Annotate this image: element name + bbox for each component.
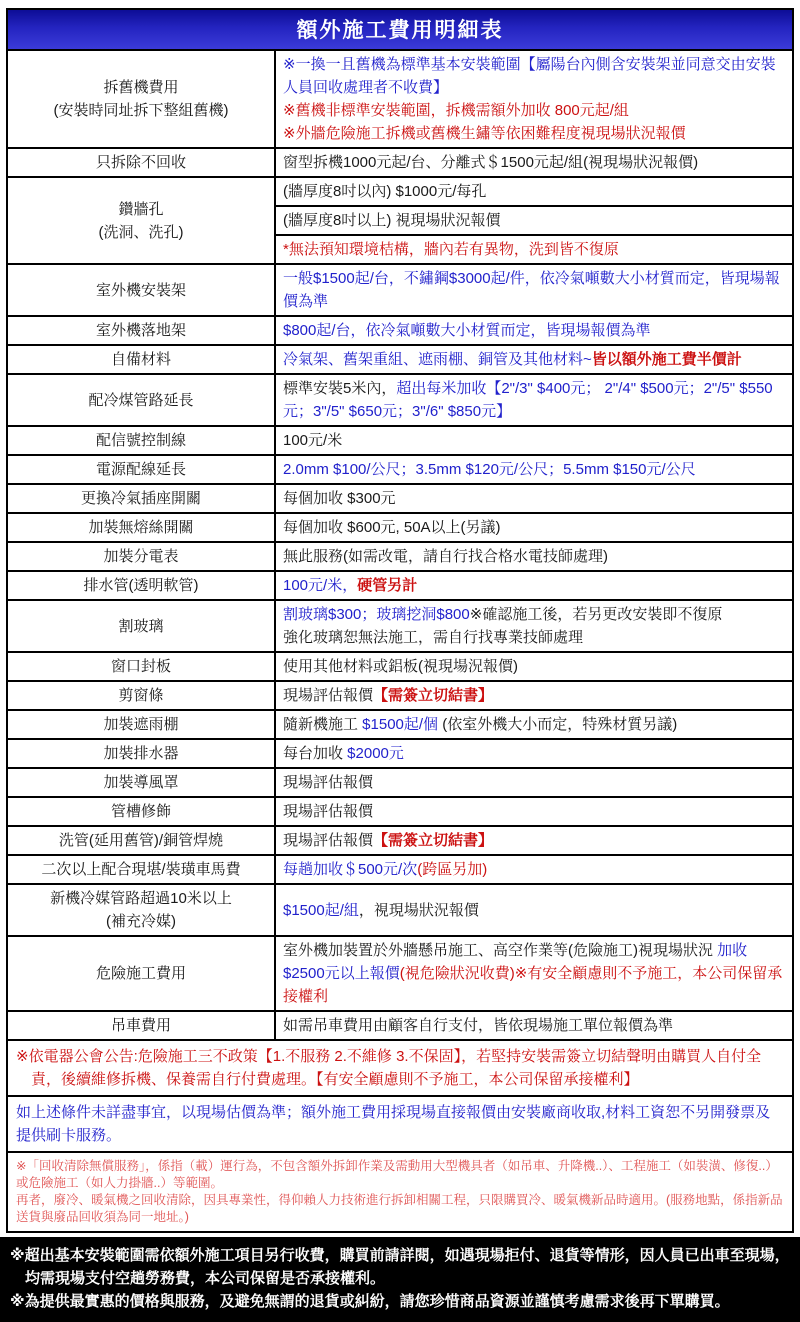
table-row (8, 856, 792, 885)
content-line (283, 829, 785, 852)
row-label-line: 加裝無熔絲開關 (88, 519, 194, 536)
content-line (283, 122, 785, 145)
row-label (8, 375, 276, 425)
note-paragraph: 如上述條件未詳盡事宜，以現場估價為準；額外施工費用採現場直接報價由安裝廠商收取,材料工資恕不另開發票及提供刷卡服務。 (16, 1104, 771, 1144)
text-segment: 現場評估報價 (283, 687, 374, 704)
row-label (8, 178, 276, 263)
row-label-line: 吊車費用 (110, 1017, 171, 1034)
notes-section (8, 1041, 792, 1231)
row-label-line: 加裝排水器 (103, 745, 179, 762)
row-label (8, 885, 276, 935)
text-segment: (牆厚度8吋以內) $1000元/每孔 (283, 183, 487, 200)
content-line (283, 858, 785, 881)
text-segment: 如需吊車費用由顧客自行支付，皆依現場施工單位報價為準 (283, 1017, 674, 1034)
table-row (8, 885, 792, 937)
content-line (283, 574, 785, 597)
row-label (8, 798, 276, 825)
table-row (8, 769, 792, 798)
text-segment: *無法預知環境桔構，牆內若有異物，洗到皆不復原 (283, 241, 619, 258)
text-segment: 一般$1500起/台，不鏽鋼$3000起/件，依冷氣噸數大小材質而定，皆現場報價為準 (283, 270, 780, 310)
row-label (8, 937, 276, 1010)
row-label (8, 317, 276, 344)
text-segment: 室外機加裝置於外牆懸吊施工、高空作業等(危險施工)視現場狀況 (283, 942, 718, 959)
text-segment: $2000元 (347, 745, 404, 762)
content-line (283, 151, 785, 174)
content-line (283, 939, 785, 1008)
row-content (276, 711, 792, 738)
text-segment: 每趟加收＄500元/次 (283, 861, 418, 878)
content-line (283, 655, 785, 678)
row-label-line: 窗口封板 (110, 658, 171, 675)
content-line (283, 209, 785, 232)
table-row (8, 653, 792, 682)
row-label-line: 自備材料 (110, 351, 171, 368)
content-line (283, 319, 785, 342)
table-row (8, 543, 792, 572)
content-cell (276, 178, 792, 205)
content-cell (276, 543, 792, 570)
text-segment: 使用其他材料或鋁板(視現場況報價) (283, 658, 518, 675)
text-segment: ，視現場狀況報價 (358, 901, 479, 919)
table-row (8, 485, 792, 514)
table-row (8, 798, 792, 827)
text-segment: 超出每米加收【2"/3" $400元； 2"/4" $500元；2"/5" $550元；3"/5" $650元；3"/6" $850元】 (283, 380, 773, 420)
table-row (8, 317, 792, 346)
row-content (276, 51, 792, 147)
row-content (276, 769, 792, 796)
row-content (276, 265, 792, 315)
table-row (8, 149, 792, 178)
row-content (276, 317, 792, 344)
text-segment: 窗型拆機1000元起/台、分離式＄1500元起/組(視現場狀況報價) (283, 154, 699, 171)
row-content (276, 856, 792, 883)
table-row (8, 427, 792, 456)
table-row (8, 827, 792, 856)
text-segment: 隨新機施工 (283, 716, 363, 733)
text-segment: 強化玻璃恕無法施工，需自行找專業技師處理 (283, 629, 584, 646)
row-label (8, 514, 276, 541)
row-content (276, 346, 792, 373)
row-label (8, 427, 276, 454)
content-cell (276, 653, 792, 680)
text-segment: ※確認施工後，若另更改安裝即不復原 (469, 606, 723, 623)
table-row (8, 514, 792, 543)
content-line (283, 377, 785, 423)
row-label-line: 洗管(延用舊管)/銅管焊燒 (58, 832, 224, 849)
table-row (8, 456, 792, 485)
footer-warning-block (0, 1237, 800, 1322)
fee-table-body (8, 51, 792, 1041)
text-segment: (依室外機大小而定，特殊材質另議) (438, 716, 678, 733)
content-line (283, 684, 785, 707)
row-content (276, 543, 792, 570)
row-label (8, 543, 276, 570)
note-paragraph: ※依電器公會公告:危險施工三不政策【1.不服務 2.不維修 3.不保固】，若堅持安裝需簽立切結聲明由購買人自付全責，後續維修拆機、保養需自行付費處理。【有安全顧慮則不予施工，本公司保留承接權利】 (16, 1048, 762, 1088)
text-segment: (視危險狀況收費)※有安全顧慮則不予施工，本公司保留承接權利 (283, 965, 783, 1005)
text-segment: 加收 $2500元以上報價 (283, 942, 748, 982)
row-label (8, 149, 276, 176)
content-cell (276, 711, 792, 738)
table-row (8, 937, 792, 1012)
text-segment: 2.0mm $100/公尺；3.5mm $120元/公尺；5.5mm $150元/公尺 (283, 461, 696, 478)
content-line (283, 348, 785, 371)
content-cell (276, 885, 792, 935)
content-cell (276, 769, 792, 796)
row-content (276, 375, 792, 425)
row-label (8, 653, 276, 680)
row-label (8, 769, 276, 796)
row-label-line: 室外機落地架 (95, 322, 186, 339)
table-row (8, 346, 792, 375)
table-row (8, 740, 792, 769)
note-block (8, 1041, 792, 1097)
content-line (283, 742, 785, 765)
content-cell (276, 234, 792, 263)
content-cell (276, 149, 792, 176)
row-label-line: (安裝時同址拆下整組舊機) (53, 102, 229, 119)
row-label (8, 265, 276, 315)
row-content (276, 798, 792, 825)
row-label-line: 更換冷氣插座開關 (80, 490, 201, 507)
row-content (276, 572, 792, 599)
row-content (276, 601, 792, 651)
table-row (8, 711, 792, 740)
content-cell (276, 346, 792, 373)
row-content (276, 514, 792, 541)
content-line (283, 180, 785, 203)
content-line (283, 899, 785, 922)
text-segment: 100元/米， (283, 577, 358, 594)
row-label (8, 51, 276, 147)
content-cell (276, 317, 792, 344)
row-content (276, 653, 792, 680)
content-cell (276, 456, 792, 483)
text-segment: $800起/台，依冷氣噸數大小材質而定，皆現場報價為準 (283, 322, 651, 339)
table-row (8, 51, 792, 149)
row-content (276, 485, 792, 512)
note-block (8, 1153, 792, 1231)
note-paragraph: ※「回收清除無償服務」，係指（載）運行為，不包含額外拆卸作業及需動用大型機具者（如吊車、升降機..）、工程施工（如裝潢、修復..）或危險施工（如人力掛牆..）等範圍。 (16, 1159, 778, 1190)
row-label-line: 二次以上配合現堪/裝璜車馬費 (41, 861, 241, 878)
table-row (8, 178, 792, 265)
content-cell (276, 856, 792, 883)
table-row (8, 265, 792, 317)
text-segment: ※外牆危險施工拆機或舊機生鏽等依困難程度視現場狀況報價 (283, 125, 686, 142)
note-block (8, 1097, 792, 1153)
text-segment: 硬管另計 (357, 577, 418, 594)
text-segment: ※一換一且舊機為標準基本安裝範圍【屬陽台內側含安裝架並同意交由安裝人員回收處理者不收費】 (283, 56, 776, 96)
text-segment: 每個加收 $600元, 50A以上(另議) (283, 519, 501, 536)
row-content (276, 456, 792, 483)
content-line (283, 626, 785, 649)
footer-paragraph: ※超出基本安裝範圍需依額外施工項目另行收費，購買前請詳閱，如遇現場拒付、退貨等情形，因人員已出車至現場，均需現場支付空趟勞務費，本公司保留是否承接權利。 (10, 1247, 790, 1287)
row-content (276, 827, 792, 854)
row-content (276, 427, 792, 454)
row-label-line: 加裝分電表 (103, 548, 179, 565)
content-cell (276, 485, 792, 512)
row-label-line: 電源配線延長 (95, 461, 186, 478)
row-label-line: 危險施工費用 (95, 965, 186, 982)
row-label-line: 排水管(透明軟管) (83, 577, 199, 594)
content-cell (276, 937, 792, 1010)
row-label (8, 711, 276, 738)
row-label-line: 配信號控制線 (95, 432, 186, 449)
row-label-line: 加裝遮雨棚 (103, 716, 179, 733)
text-segment: 每個加收 $300元 (283, 490, 396, 507)
content-line (283, 429, 785, 452)
content-cell (276, 572, 792, 599)
content-cell (276, 798, 792, 825)
row-label (8, 827, 276, 854)
content-line (283, 603, 785, 626)
row-label (8, 682, 276, 709)
note-paragraph: 再者，廢冷、暖氣機之回收清除，因具專業性，得仰賴人力技術進行拆卸相關工程，只限購買冷、暖氣機新品時適用。(服務地點，係指新品送貨與廢品回收須為同一地址。) (16, 1193, 783, 1224)
content-cell (276, 601, 792, 651)
row-content (276, 885, 792, 935)
text-segment: 現場評估報價 (283, 803, 374, 820)
table-row (8, 572, 792, 601)
text-segment: ※舊機非標準安裝範圍，拆機需額外加收 800元起/組 (283, 102, 629, 119)
row-label-line: 鑽牆孔 (118, 200, 164, 218)
content-cell (276, 427, 792, 454)
row-label-line: 新機冷媒管路超過10米以上 (50, 890, 232, 907)
content-line (283, 713, 785, 736)
content-line (283, 1014, 785, 1037)
row-label-line: 割玻璃 (118, 617, 164, 635)
text-segment: 每台加收 (283, 745, 348, 762)
content-cell (276, 740, 792, 767)
text-segment: 無此服務(如需改電，請自行找合格水電技師處理) (283, 548, 608, 565)
text-segment: 割玻璃$300；玻璃挖洞$800 (283, 606, 470, 623)
row-label-line: 剪窗條 (118, 687, 164, 704)
row-label (8, 601, 276, 651)
row-content (276, 740, 792, 767)
table-row (8, 375, 792, 427)
row-content (276, 937, 792, 1010)
row-label (8, 572, 276, 599)
content-line (283, 800, 785, 823)
text-segment: 【需簽立切結書】 (373, 832, 494, 849)
text-segment: 標準安裝5米內， (283, 380, 397, 397)
content-line (283, 771, 785, 794)
content-line (283, 458, 785, 481)
content-line (283, 545, 785, 568)
content-cell (276, 265, 792, 315)
content-cell (276, 1012, 792, 1039)
table-row (8, 601, 792, 653)
text-segment: 皆以額外施工費半價計 (591, 351, 742, 368)
content-line (283, 53, 785, 99)
text-segment: $1500起/個 (362, 716, 439, 733)
content-line (283, 99, 785, 122)
content-line (283, 238, 785, 261)
row-label-line: 只拆除不回收 (95, 154, 186, 171)
text-segment: 現場評估報價 (283, 832, 374, 849)
text-segment: 現場評估報價 (283, 774, 374, 791)
content-cell (276, 205, 792, 234)
content-cell (276, 51, 792, 147)
row-label-line: 加裝導風罩 (103, 774, 179, 791)
row-label-line: 管槽修飾 (110, 803, 171, 820)
row-content (276, 1012, 792, 1039)
row-content (276, 682, 792, 709)
page-title: 額外施工費用明細表 (8, 10, 792, 51)
row-label-line: 配冷煤管路延長 (88, 391, 194, 409)
content-cell (276, 375, 792, 425)
footer-paragraph: ※為提供最實惠的價格與服務，及避免無謂的退貨或糾紛，請您珍惜商品資源並謹慎考慮需求後再下單購買。 (10, 1293, 730, 1310)
row-label-line: (洗洞、洗孔) (98, 223, 184, 241)
text-segment: (跨區另加) (417, 861, 488, 878)
row-label-line: 拆舊機費用 (103, 79, 179, 96)
table-row (8, 682, 792, 711)
text-segment: 冷氣架、舊架重組、遮雨棚、銅管及其他材料~ (283, 351, 592, 368)
content-cell (276, 682, 792, 709)
text-segment: 100元/米 (283, 432, 343, 449)
text-segment: (牆厚度8吋以上) 視現場狀況報價 (283, 212, 501, 229)
text-segment: $1500起/組 (283, 901, 359, 919)
table-row (8, 1012, 792, 1041)
content-line (283, 267, 785, 313)
row-label-line: 室外機安裝架 (95, 281, 186, 299)
content-line (283, 487, 785, 510)
row-label (8, 1012, 276, 1039)
content-cell (276, 514, 792, 541)
row-label (8, 346, 276, 373)
row-label (8, 856, 276, 883)
row-label-line: (補充冷媒) (106, 913, 176, 930)
text-segment: 【需簽立切結書】 (373, 687, 494, 704)
row-label (8, 456, 276, 483)
row-label (8, 485, 276, 512)
fee-table (6, 8, 794, 1233)
row-content (276, 149, 792, 176)
content-cell (276, 827, 792, 854)
row-content (276, 178, 792, 263)
content-line (283, 516, 785, 539)
row-label (8, 740, 276, 767)
